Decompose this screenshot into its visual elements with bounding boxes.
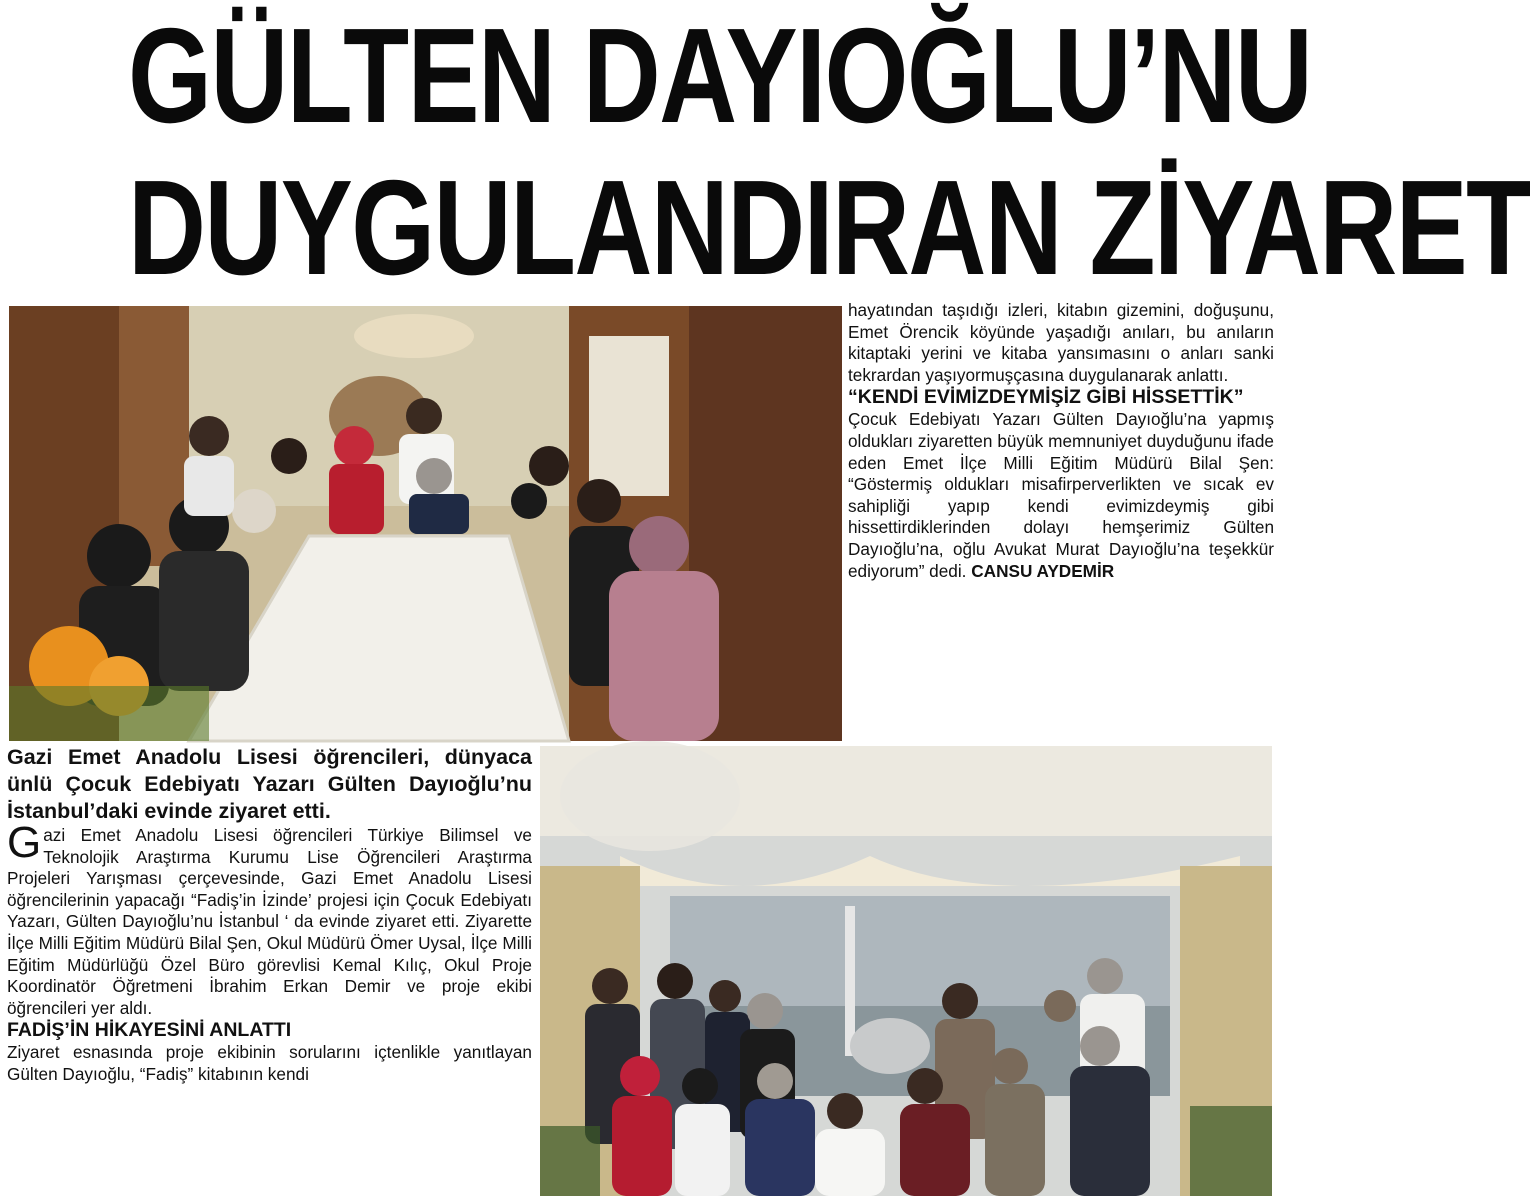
subhead-fadisin-hikayesi: FADİŞ’İN HİKAYESİNİ ANLATTI — [7, 1019, 292, 1042]
lead-paragraph: Gazi Emet Anadolu Lisesi öğrencileri, dünyaca ünlü Çocuk Edebiyatı Yazarı Gülten Dayıoğlu’nu İstanbul’daki evinde ziyaret etti. — [7, 745, 532, 823]
byline: CANSU AYDEMİR — [971, 560, 1115, 581]
continued-paragraph: hayatından taşıdığı izleri, kitabın gizemini, doğuşunu, Emet Örencik köyünde yaşadığı anıları, bu anıların kitaptaki yerini ve kitaba yansımasını o anları sanki tekrardan yaşıyormuşçasına duygulanarak anlattı. — [848, 300, 1274, 385]
headline-line-1: GÜLTEN DAYIOĞLU’NU — [128, 0, 1312, 151]
right-text-column — [848, 300, 1274, 582]
drop-cap: G — [7, 818, 42, 867]
body-text: azi Emet Anadolu Lisesi öğrencileri Türkiye Bilimsel ve Teknolojik Araştırma Kurumu Lise Öğrencileri Araştırma Projeleri Yarışması çerçevesinde, Gazi Emet Anadolu Lisesi öğrencilerinin yapacağı “Fadiş’in İzinde’ projesi için Çocuk Edebiyatı Yazarı, Gülten Dayıoğlu’nu İstanbul ‘ da evinde ziyaret etti. Ziyarette İlçe Milli Eğitim Müdürü Bilal Şen, Okul Müdürü Ömer Uysal, İlçe Milli Eğitim Müdürlüğü Özel Büro görevlisi Kemal Kılıç, Okul Proje Koordinatör Öğretmeni İbrahim Erkan Demir ve proje ekibi öğrencileri yer aldı. — [7, 825, 532, 1018]
tail-paragraph: Ziyaret esnasında proje ekibinin sorularını içtenlikle yanıtlayan Gülten Dayıoğlu, “Fadiş” kitabının kendi — [7, 1042, 532, 1084]
photo-dining-table-group — [9, 306, 842, 741]
photo-living-room-group — [540, 746, 1272, 1196]
quote-paragraph — [848, 409, 1274, 582]
body-paragraph — [7, 818, 532, 1019]
left-text-column — [7, 744, 532, 1086]
quote-text: Çocuk Edebiyatı Yazarı Gülten Dayıoğlu’na yapmış oldukları ziyaretten büyük memnuniyet duyduğunu ifade eden Emet İlçe Milli Eğitim Müdürü Bilal Şen: “Göstermiş oldukları misafirperverlikten ve sıcak ev sahipliği yapıp kendi evimizdeymiş gibi hissettirdiklerinden dolayı hemşerimiz Gülten Dayıoğlu’na, oğlu Avukat Murat Dayıoğlu’na teşekkür ediyorum” dedi. — [848, 409, 1274, 581]
subhead-kendi-evimizdeymisiz: “KENDİ EVİMİZDEYMİŞİZ GİBİ HİSSETTİK” — [848, 386, 1244, 409]
headline-line-2: DUYGULANDIRAN ZİYARET — [128, 152, 1530, 303]
